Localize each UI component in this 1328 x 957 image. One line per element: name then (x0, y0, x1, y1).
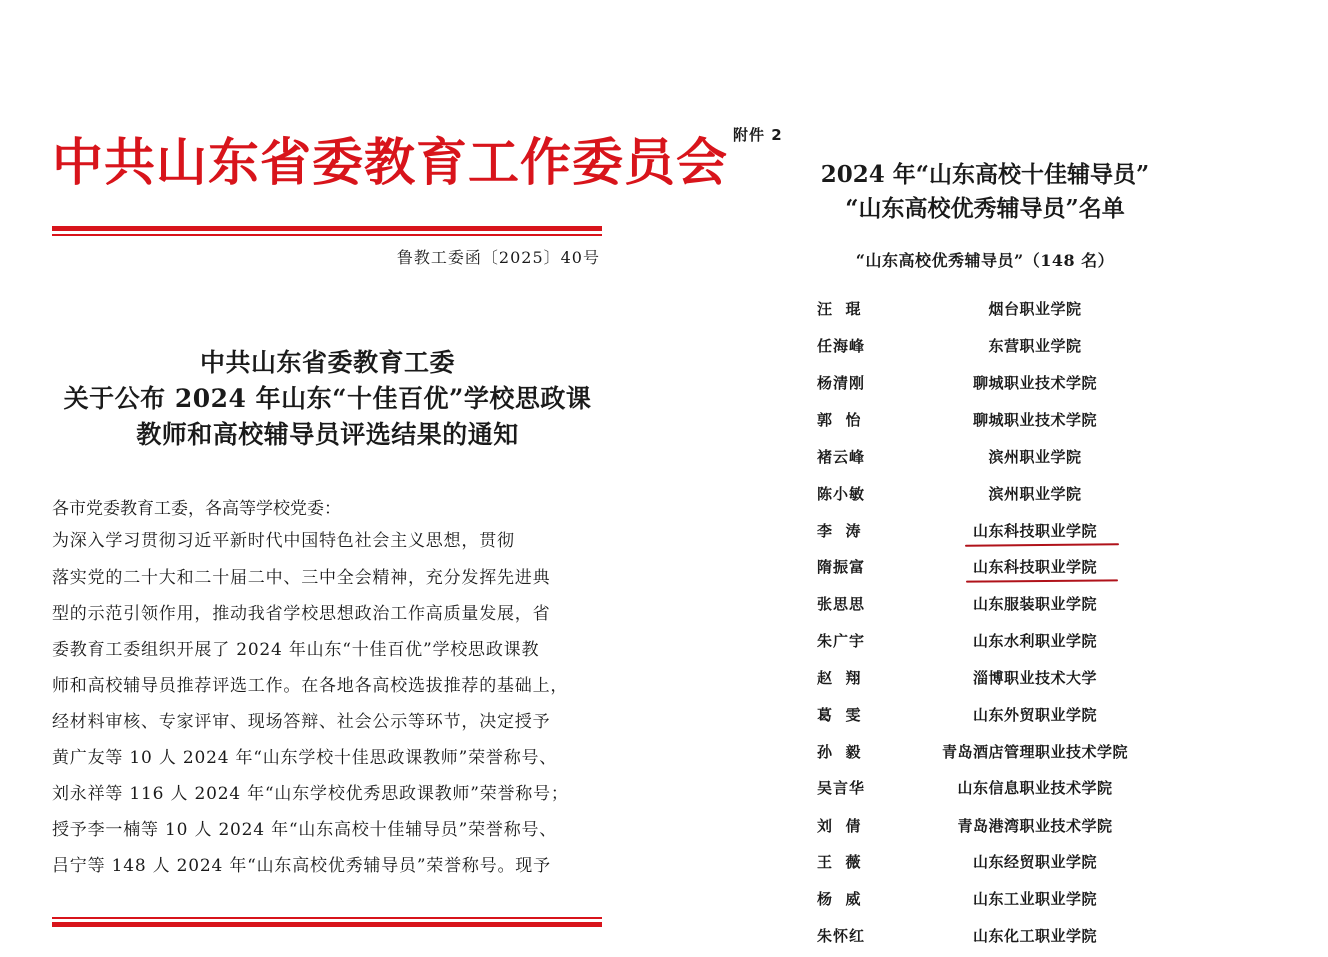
table-row (655, 298, 1328, 322)
honoree-name: 葛 雯 (817, 706, 862, 724)
honoree-name: 隋振富 (817, 558, 866, 576)
honoree-name: 刘 倩 (817, 817, 862, 835)
notice-title-line-1: 中共山东省委教育工委 (199, 348, 455, 377)
table-row (655, 851, 1328, 875)
list-title-line-2: “山东高校优秀辅导员”名单 (845, 195, 1125, 222)
document-number: 鲁教工委函〔2025〕40号 (396, 248, 600, 267)
body-line: 落实党的二十大和二十届二中、三中全会精神，充分发挥先进典 (52, 568, 551, 588)
body-line: 吕宁等 148 人 2024 年“山东高校优秀辅导员”荣誉称号。现予 (52, 856, 551, 876)
honoree-table (655, 0, 1328, 957)
table-row (655, 483, 1328, 507)
list-subtitle: “山东高校优秀辅导员”（148 名） (855, 251, 1115, 270)
table-row (655, 556, 1328, 580)
list-title-line-1: 2024 年“山东高校十佳辅导员” (820, 161, 1150, 188)
table-row (655, 704, 1328, 728)
greeting: 各市党委教育工委，各高等学校党委： (52, 499, 341, 519)
honoree-school: 山东水利职业学院 (972, 632, 1097, 650)
honoree-name: 杨清刚 (817, 374, 866, 392)
honoree-name: 陈小敏 (817, 485, 866, 503)
footer-rule-thick (52, 922, 602, 927)
honoree-school: 青岛港湾职业技术学院 (957, 817, 1113, 835)
table-row (655, 446, 1328, 470)
table-row (655, 777, 1328, 801)
honoree-name: 任海峰 (817, 337, 866, 355)
honoree-name: 张思思 (817, 595, 866, 613)
honoree-school: 山东经贸职业学院 (972, 853, 1097, 871)
honoree-school: 山东科技职业学院 (972, 522, 1097, 540)
body-line: 师和高校辅导员推荐评选工作。在各地各高校选拔推荐的基础上， (52, 676, 569, 696)
masthead: 中共山东省委教育工作委员会 (52, 133, 729, 193)
honoree-name: 朱广宇 (817, 632, 866, 650)
honoree-name: 汪 琨 (817, 300, 862, 318)
notice-title-line-2: 关于公布 2024 年山东“十佳百优”学校思政课 (63, 384, 592, 413)
honoree-school: 山东化工职业学院 (972, 927, 1097, 945)
table-row (655, 925, 1328, 949)
honoree-school: 滨州职业学院 (988, 448, 1082, 466)
body-line: 为深入学习贯彻习近平新时代中国特色社会主义思想，贯彻 (52, 531, 515, 551)
table-row (655, 520, 1328, 544)
honoree-school: 山东外贸职业学院 (972, 706, 1097, 724)
honoree-name: 褚云峰 (817, 448, 866, 466)
body-line: 黄广友等 10 人 2024 年“山东学校十佳思政课教师”荣誉称号、 (52, 748, 558, 768)
body-line: 刘永祥等 116 人 2024 年“山东学校优秀思政课教师”荣誉称号； (52, 784, 569, 804)
table-row (655, 741, 1328, 765)
table-row (655, 888, 1328, 912)
honoree-school: 烟台职业学院 (988, 300, 1082, 318)
table-row (655, 667, 1328, 691)
honoree-school: 山东工业职业学院 (972, 890, 1097, 908)
body-line: 授予李一楠等 10 人 2024 年“山东高校十佳辅导员”荣誉称号、 (52, 820, 558, 840)
table-row (655, 409, 1328, 433)
honoree-name: 郭 怡 (817, 411, 862, 429)
honoree-name: 李 涛 (817, 522, 862, 540)
honoree-school: 聊城职业技术学院 (972, 374, 1097, 392)
honoree-school: 东营职业学院 (988, 337, 1082, 355)
notice-title-line-3: 教师和高校辅导员评选结果的通知 (136, 420, 519, 449)
table-row (655, 335, 1328, 359)
honoree-school: 滨州职业学院 (988, 485, 1082, 503)
body-line: 委教育工委组织开展了 2024 年山东“十佳百优”学校思政课教 (52, 640, 540, 660)
body-line: 经材料审核、专家评审、现场答辩、社会公示等环节，决定授予 (52, 712, 551, 732)
honoree-name: 赵 翔 (817, 669, 862, 687)
table-row (655, 372, 1328, 396)
honoree-school: 山东信息职业技术学院 (957, 779, 1113, 797)
table-row (655, 593, 1328, 617)
honoree-name: 杨 威 (817, 890, 862, 908)
table-row (655, 815, 1328, 839)
honoree-school: 青岛酒店管理职业技术学院 (941, 743, 1128, 761)
honoree-school: 聊城职业技术学院 (972, 411, 1097, 429)
body-line: 型的示范引领作用，推动我省学校思想政治工作高质量发展，省 (52, 604, 551, 624)
honoree-name: 王 薇 (817, 853, 862, 871)
honoree-name: 孙 毅 (817, 743, 862, 761)
honoree-school: 山东服装职业学院 (972, 595, 1097, 613)
honoree-name: 吴言华 (817, 779, 866, 797)
table-row (655, 630, 1328, 654)
honoree-school: 淄博职业技术大学 (972, 669, 1097, 687)
honoree-name: 朱怀红 (817, 927, 866, 945)
footer-rule-thin (52, 917, 602, 919)
attachment-label: 附件 2 (733, 126, 783, 144)
header-rule-thin (52, 234, 602, 236)
honoree-school: 山东科技职业学院 (972, 558, 1097, 576)
header-rule-thick (52, 226, 602, 231)
